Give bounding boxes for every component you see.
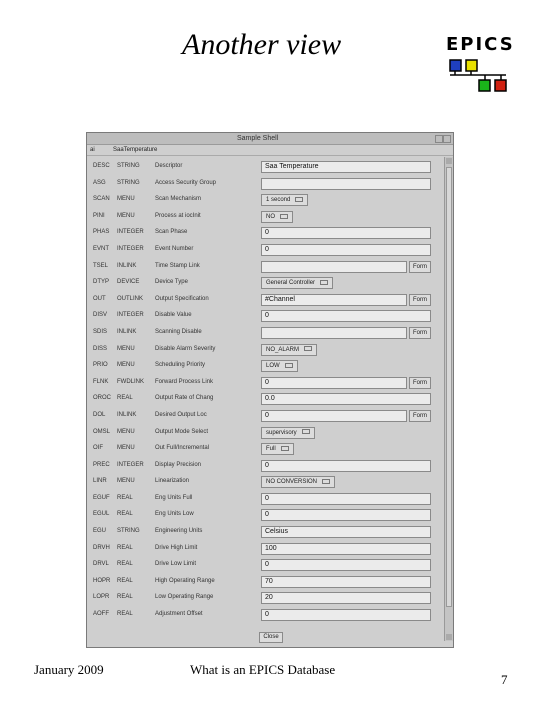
window-title: Sample Shell [237,135,279,142]
field-row [87,192,443,209]
field-value-input[interactable]: Saa Temperature [261,161,431,173]
field-row [87,524,443,541]
field-label: Access Security Group [155,179,217,186]
option-menu-indicator-icon [320,280,328,285]
field-name: OIF [93,445,103,452]
field-row [87,275,443,292]
field-row [87,308,443,325]
field-name: DISV [93,312,108,319]
form-button[interactable]: Form [409,377,431,389]
field-label: Eng Units Low [155,511,194,518]
field-row [87,607,443,624]
field-row [87,441,443,458]
field-name: LINR [93,478,107,485]
field-row [87,225,443,242]
field-type: REAL [117,577,133,584]
maximize-icon[interactable] [443,135,451,143]
field-type: MENU [117,478,135,485]
field-type: MENU [117,445,135,452]
field-name: PREC [93,461,110,468]
field-type: REAL [117,561,133,568]
field-label: Scan Mechanism [155,196,202,203]
field-menu-button[interactable] [261,443,294,455]
option-menu-indicator-icon [302,429,310,434]
field-name: DOL [93,411,106,418]
field-value-input[interactable]: 0 [261,244,431,256]
record-editor-window [86,132,454,648]
field-name: AOFF [93,611,109,618]
field-name: TSEL [93,262,109,269]
field-label: Low Operating Range [155,594,214,601]
field-row [87,425,443,442]
field-name: DTYP [93,279,110,286]
form-button[interactable]: Form [409,294,431,306]
field-row [87,408,443,425]
field-name: SDIS [93,328,108,335]
field-label: Drive High Limit [155,544,198,551]
field-row [87,209,443,226]
field-row [87,292,443,309]
field-menu-value: supervisory [266,429,297,436]
field-name: ASG [93,179,106,186]
field-menu-value: General Controller [266,280,316,287]
field-menu-button[interactable] [261,194,308,206]
scroll-up-arrow-icon[interactable] [446,158,452,164]
field-value-input[interactable]: #Channel [261,294,407,306]
field-type: REAL [117,611,133,618]
field-label: Eng Units Full [155,494,193,501]
field-name: PHAS [93,229,110,236]
field-type: STRING [117,528,140,535]
field-name: DRVH [93,544,110,551]
field-label: Scheduling Priority [155,362,206,369]
field-type: INTEGER [117,312,144,319]
field-menu-value: NO CONVERSION [266,479,318,486]
field-value-input[interactable]: 0 [261,509,431,521]
field-label: Device Type [155,279,188,286]
field-name: OMSL [93,428,111,435]
field-name: EGU [93,528,107,535]
close-button[interactable]: Close [259,632,283,643]
field-row [87,325,443,342]
field-name: FLNK [93,378,109,385]
field-type: MENU [117,196,135,203]
field-label: High Operating Range [155,577,215,584]
field-type: INTEGER [117,229,144,236]
field-value-input[interactable]: 70 [261,576,431,588]
field-value-input[interactable]: 0 [261,410,407,422]
field-type: MENU [117,362,135,369]
option-menu-indicator-icon [285,363,293,368]
field-row [87,507,443,524]
field-name: OUT [93,295,106,302]
field-value-input[interactable] [261,327,407,339]
field-label: Desired Output Loc [155,411,207,418]
field-type: STRING [117,163,140,169]
field-menu-button[interactable] [261,427,315,439]
field-value-input[interactable]: 0 [261,227,431,239]
field-row [87,557,443,574]
field-name: EGUL [93,511,110,518]
field-name: DISS [93,345,108,352]
field-type: INTEGER [117,245,144,252]
field-type: REAL [117,395,133,402]
field-list [87,159,443,624]
field-value-input[interactable]: Celsius [261,526,431,538]
field-row [87,574,443,591]
field-label: Forward Process Link [155,378,214,385]
field-label: Disable Value [155,312,192,319]
field-label: Scanning Disable [155,328,202,335]
field-value-input[interactable]: 100 [261,543,431,555]
field-menu-button[interactable] [261,476,335,488]
field-label: Engineering Units [155,528,203,535]
field-name: PINI [93,212,105,219]
field-row [87,342,443,359]
field-label: Linearization [155,478,190,485]
field-name: EGUF [93,494,110,501]
field-type: REAL [117,594,133,601]
page-number: 7 [501,672,508,687]
field-row [87,590,443,607]
field-label: Drive Low Limit [155,561,197,568]
field-row [87,491,443,508]
field-type: REAL [117,544,133,551]
option-menu-indicator-icon [322,479,330,484]
field-row [87,474,443,491]
field-label: Output Specification [155,295,209,302]
form-button[interactable]: Form [409,327,431,339]
field-type: STRING [117,179,140,186]
form-button[interactable]: Form [409,261,431,273]
field-row [87,358,443,375]
field-type: MENU [117,212,135,219]
epics-logo-icon [446,58,508,96]
field-row [87,541,443,558]
option-menu-indicator-icon [280,214,288,219]
field-row [87,375,443,392]
record-type: ai [90,147,95,153]
field-type: MENU [117,428,135,435]
field-label: Out Full/Incremental [155,445,210,452]
field-name: HOPR [93,577,111,584]
field-type: INTEGER [117,461,144,468]
field-menu-value: NO [266,213,275,220]
field-value-input[interactable]: 0 [261,609,431,621]
field-label: Output Mode Select [155,428,209,435]
field-label: Descriptor [155,163,183,169]
field-row [87,259,443,276]
field-value-input[interactable]: 0 [261,377,407,389]
vertical-scrollbar[interactable] [444,157,453,641]
field-menu-value: NO_ALARM [266,346,300,353]
field-name: LOPR [93,594,110,601]
field-value-input[interactable]: 0 [261,460,431,472]
slide-title: Another view [182,28,342,61]
field-value-input[interactable] [261,178,431,190]
field-menu-button[interactable] [261,344,317,356]
field-name: EVNT [93,245,110,252]
field-row [87,391,443,408]
field-label: Time Stamp Link [155,262,200,269]
option-menu-indicator-icon [304,346,312,351]
field-menu-button[interactable] [261,277,333,289]
field-value-input[interactable]: 20 [261,592,431,604]
field-type: INLINK [117,411,137,418]
field-value-input[interactable]: 0 [261,493,431,505]
minimize-icon[interactable] [435,135,443,143]
field-label: Output Rate of Chang [155,395,214,402]
field-name: DRVL [93,561,109,568]
option-menu-indicator-icon [295,197,303,202]
field-type: MENU [117,345,135,352]
field-label: Event Number [155,245,194,252]
footer-title: What is an EPICS Database [190,662,336,677]
field-value-input[interactable]: 0 [261,559,431,571]
field-menu-value: LOW [266,363,280,370]
field-value-input[interactable]: 0 [261,310,431,322]
field-row [87,159,443,176]
field-type: INLINK [117,262,137,269]
field-value-input[interactable] [261,261,407,273]
field-name: OROC [93,395,111,402]
field-menu-value: 1 second [266,197,291,204]
field-value-input[interactable]: 0.0 [261,393,431,405]
field-row [87,242,443,259]
form-button[interactable]: Form [409,410,431,422]
field-type: OUTLINK [117,295,144,302]
option-menu-indicator-icon [281,446,289,451]
field-name: PRIO [93,362,108,369]
field-name: SCAN [93,196,110,203]
field-type: INLINK [117,328,137,335]
field-type: REAL [117,494,133,501]
field-type: REAL [117,511,133,518]
field-label: Scan Phase [155,229,188,236]
field-label: Adjustment Offset [155,611,203,618]
field-type: DEVICE [117,279,140,286]
field-menu-button[interactable] [261,211,293,223]
scroll-down-arrow-icon[interactable] [446,634,452,640]
field-menu-button[interactable] [261,360,298,372]
field-menu-value: Full [266,446,276,453]
record-header [87,145,453,156]
field-label: Process at iocInit [155,212,201,219]
field-name: DESC [93,163,110,169]
field-label: Display Precision [155,461,202,468]
field-row [87,176,443,193]
field-type: FWDLINK [117,378,144,385]
field-row [87,458,443,475]
field-label: Disable Alarm Severity [155,345,216,352]
footer-date: January 2009 [34,662,104,677]
scroll-thumb[interactable] [446,167,452,607]
record-name: SaaTemperature [113,147,158,153]
window-titlebar[interactable] [87,133,453,145]
epics-logo-text: EPICS [446,34,515,55]
